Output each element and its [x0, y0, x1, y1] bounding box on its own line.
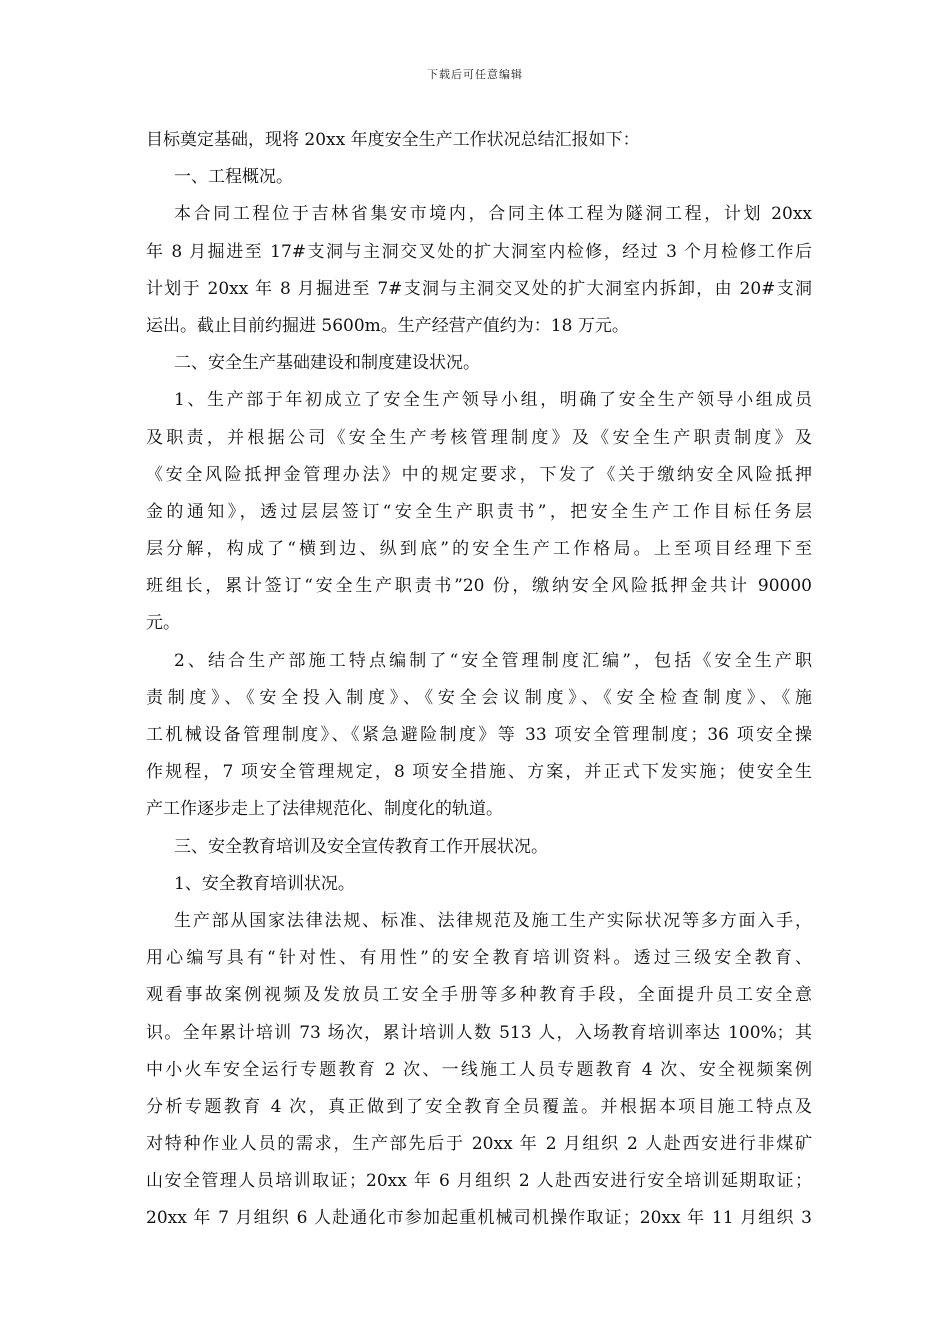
text-line: 20xx 年 7 月组织 6 人赴通化市参加起重机械司机操作取证；20xx 年 11 月组织 3 — [146, 1208, 812, 1229]
text-line: 分析专题教育 4 次，真正做到了安全教育全员覆盖。并根据本项目施工特点及 — [146, 1096, 812, 1117]
text-line: 金的通知》，透过层层签订“安全生产职责书”，把安全生产工作目标任务层 — [146, 501, 812, 522]
text-line: 用心编写具有“针对性、有用性”的安全教育培训资料。透过三级安全教育、 — [146, 948, 812, 969]
text-line: 责制度》、《安全投入制度》、《安全会议制度》、《安全检查制度》、《施 — [146, 687, 812, 708]
text-line: 班组长，累计签订“安全生产职责书”20 份，缴纳安全风险抵押金共计 90000 — [146, 576, 812, 597]
text-line: 一、工程概况。 — [174, 167, 293, 188]
text-line: 年 8 月掘进至 17#支洞与主洞交叉处的扩大洞室内检修，经过 3 个月检修工作后 — [146, 241, 812, 262]
text-line: 本合同工程位于吉林省集安市境内，合同主体工程为隧洞工程，计划 20xx — [174, 204, 812, 225]
text-line: 及职责，并根据公司《安全生产考核管理制度》及《安全生产职责制度》及 — [146, 427, 812, 448]
text-line: 中小火车安全运行专题教育 2 次、一线施工人员专题教育 4 次、安全视频案例 — [146, 1059, 812, 1080]
text-line: 层分解，构成了“横到边、纵到底”的安全生产工作格局。上至项目经理下至 — [146, 539, 812, 560]
text-line: 《安全风险抵押金管理办法》中的规定要求，下发了《关于缴纳安全风险抵押 — [146, 464, 812, 485]
text-line: 生产部从国家法律法规、标准、法律规范及施工生产实际状况等多方面入手， — [174, 910, 812, 931]
text-line: 计划于 20xx 年 8 月掘进至 7#支洞与主洞交叉处的扩大洞室内拆卸，由 20#支洞 — [146, 278, 812, 299]
text-line: 三、安全教育培训及安全宣传教育工作开展状况。 — [174, 836, 548, 857]
text-line: 1、生产部于年初成立了安全生产领导小组，明确了安全生产领导小组成员 — [174, 390, 812, 411]
text-line: 山安全管理人员培训取证；20xx 年 6 月组织 2 人赴西安进行安全培训延期取证； — [146, 1171, 812, 1192]
text-line: 元。 — [146, 613, 180, 634]
text-line: 观看事故案例视频及发放员工安全手册等多种教育手段，全面提升员工安全意 — [146, 985, 812, 1006]
document-body — [146, 122, 812, 1238]
text-line: 对特种作业人员的需求，生产部先后于 20xx 年 2 月组织 2 人赴西安进行非煤矿 — [146, 1134, 812, 1155]
text-line: 2、结合生产部施工特点编制了“安全管理制度汇编”，包括《安全生产职 — [174, 650, 812, 671]
text-line: 二、安全生产基础建设和制度建设状况。 — [174, 353, 480, 374]
text-line: 产工作逐步走上了法律规范化、制度化的轨道。 — [146, 799, 503, 820]
text-line: 识。全年累计培训 73 场次，累计培训人数 513 人，入场教育培训率达 100%；其 — [146, 1022, 812, 1043]
text-line: 运出。截止目前约掘进 5600m。生产经营产值约为：18 万元。 — [146, 315, 629, 336]
text-line: 作规程，7 项安全管理规定，8 项安全措施、方案，并正式下发实施；使安全生 — [146, 762, 812, 783]
text-line: 目标奠定基础，现将 20xx 年度安全生产工作状况总结汇报如下： — [146, 130, 640, 150]
page-header: 下载后可任意编辑 — [427, 68, 523, 81]
text-line: 1、安全教育培训状况。 — [174, 873, 355, 894]
text-line: 工机械设备管理制度》、《紧急避险制度》等 33 项安全管理制度；36 项安全操 — [146, 725, 812, 745]
